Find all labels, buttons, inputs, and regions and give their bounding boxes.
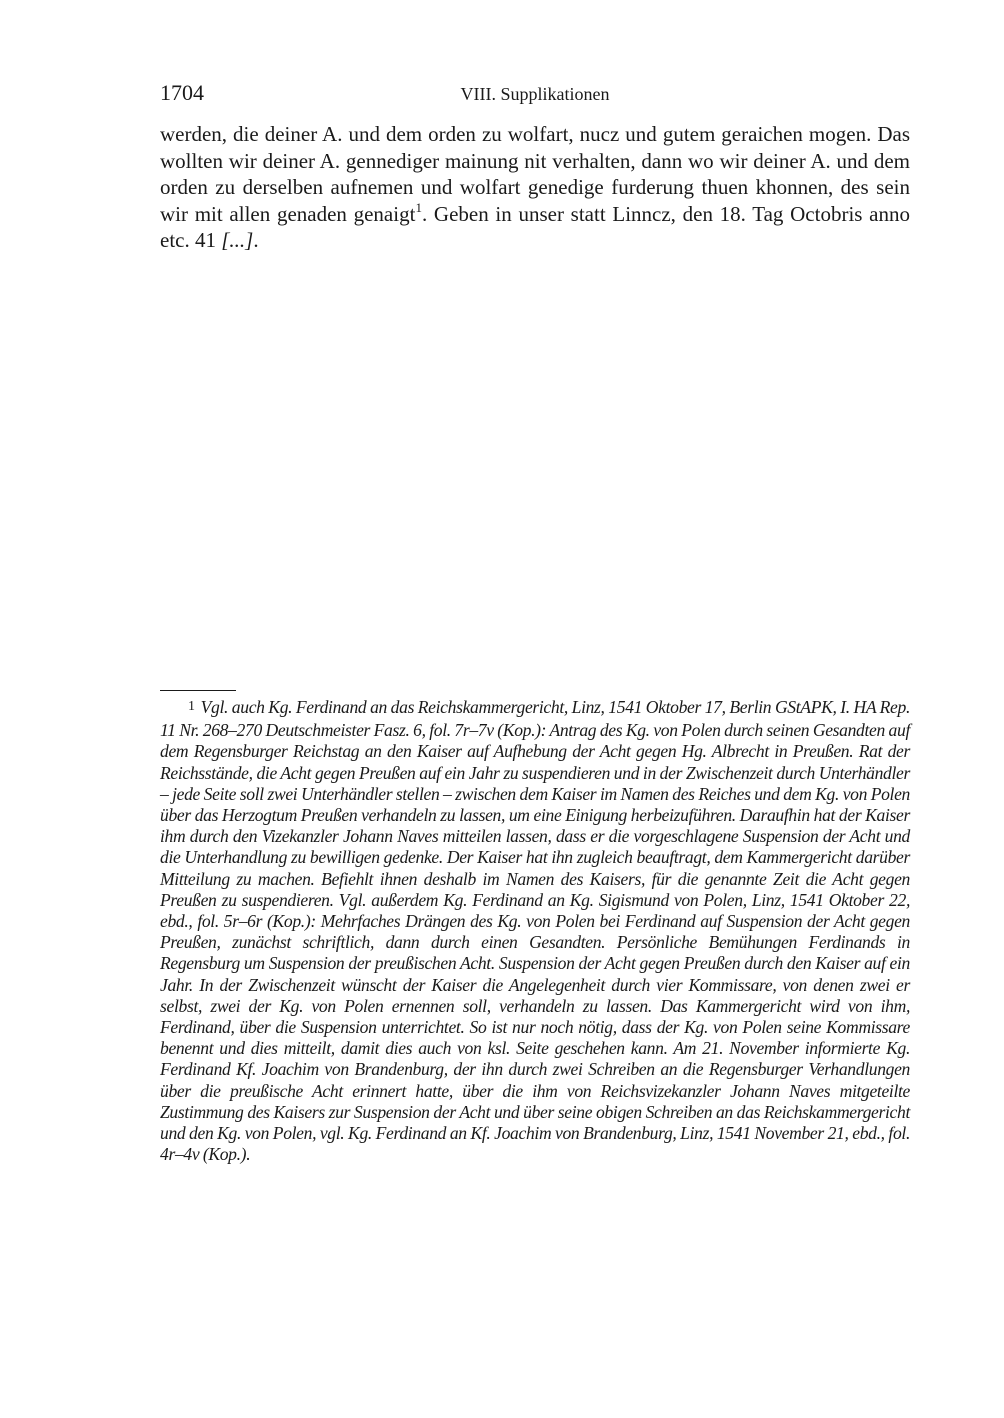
omission-mark: [...] xyxy=(221,228,254,253)
footnote-text: Vgl. auch Kg. Ferdinand an das Reichskammergericht, Linz, 1541 Oktober 17, Berlin GStAPK, I. HA Rep. 11 Nr. 268–270 Deutschmeister Fasz. 6, fol. 7r–7v (Kop.): Antrag des Kg. von Polen durch seinen Gesandten auf dem Regensburger Reichstag an den Kaiser auf Aufhebung der Acht gegen Hg. Albrecht in Preußen. Rat der Reichsstände, die Acht gegen Preußen auf ein Jahr zu suspendieren und in der Zwischenzeit durch Unterhändler – jede Seite soll zwei Unterhändler stellen – zwischen dem Kaiser im Namen des Reiches und dem Kg. von Polen über das Herzogtum Preußen verhandeln zu lassen, um eine Einigung herbeizuführen. Daraufhin hat der Kaiser ihm durch den Vizekanzler Johann Naves mitteilen lassen, dass er die vorgeschlagene Suspension der Acht und die Unterhandlung zu bewilligen gedenke. Der Kaiser hat ihn zugleich beauftragt, dem Kammergericht darüber Mitteilung zu machen. Befiehlt ihnen deshalb im Namen des Kaisers, für die genannte Zeit die Acht gegen Preußen zu suspendieren. Vgl. außerdem Kg. Ferdinand an Kg. Sigismund von Polen, Linz, 1541 Oktober 22, ebd., fol. 5r–6r (Kop.): Mehrfaches Drängen des Kg. von Polen bei Ferdinand auf Suspension der Acht gegen Preußen, zunächst schriftlich, dann durch einen Gesandten. Persönliche Bemühungen Ferdinands in Regensburg um Suspension der preußischen Acht. Suspension der Acht gegen Preußen durch den Kaiser auf ein Jahr. In der Zwischenzeit wünscht der Kaiser die Angelegenheit durch vier Kommissare, von denen zwei er selbst, zwei der Kg. von Polen ernennen soll, verhandeln zu lassen. Das Kammergericht wird von ihm, Ferdinand, über die Suspension unterrichtet. So ist nur noch nötig, dass der Kg. von Polen seine Kommissare benennt und dies mitteilt, damit dies auch von ksl. Seite geschehen kann. Am 21. November informierte Kg. Ferdinand Kf. Joachim von Brandenburg, der ihn durch zwei Schreiben an die Regensburger Verhandlungen über die preußische Acht erinnert hatte, über die ihm von Reichsvizekanzler Johann Naves mitgeteilte Zustimmung des Kaisers zur Suspension der Acht und über seine obigen Schreiben an das Reichskammergericht und den Kg. von Polen, vgl. Kg. Ferdinand an Kf. Joachim von Brandenburg, Linz, 1541 November 21, ebd., fol. 4r–4v (Kop.). xyxy=(160,697,910,1165)
page-number: 1704 xyxy=(160,80,204,105)
running-head: VIII. Supplikationen xyxy=(460,84,610,104)
footnote-reference: 1 xyxy=(415,199,422,215)
body-final-period: . xyxy=(253,228,259,253)
body-text-after-note: . Geben in unser statt Linncz, den 18. Tag Octobris anno etc. 41 xyxy=(160,201,910,253)
body-text-before-note: werden, die deiner A. und dem orden zu wolfart, nucz und gutem geraichen mogen. Das wollten wir deiner A. gennediger mainung nit verhalten, dann wo wir deiner A. und dem orden zu derselben aufnemen und wolfart genedige furderung thuen khonnen, des sein wir mit allen genaden genaigt xyxy=(160,122,910,226)
body-paragraph xyxy=(160,121,910,254)
footnote-number: 1 xyxy=(188,699,195,714)
footnote-rule xyxy=(160,690,236,691)
footnote xyxy=(160,697,910,1165)
